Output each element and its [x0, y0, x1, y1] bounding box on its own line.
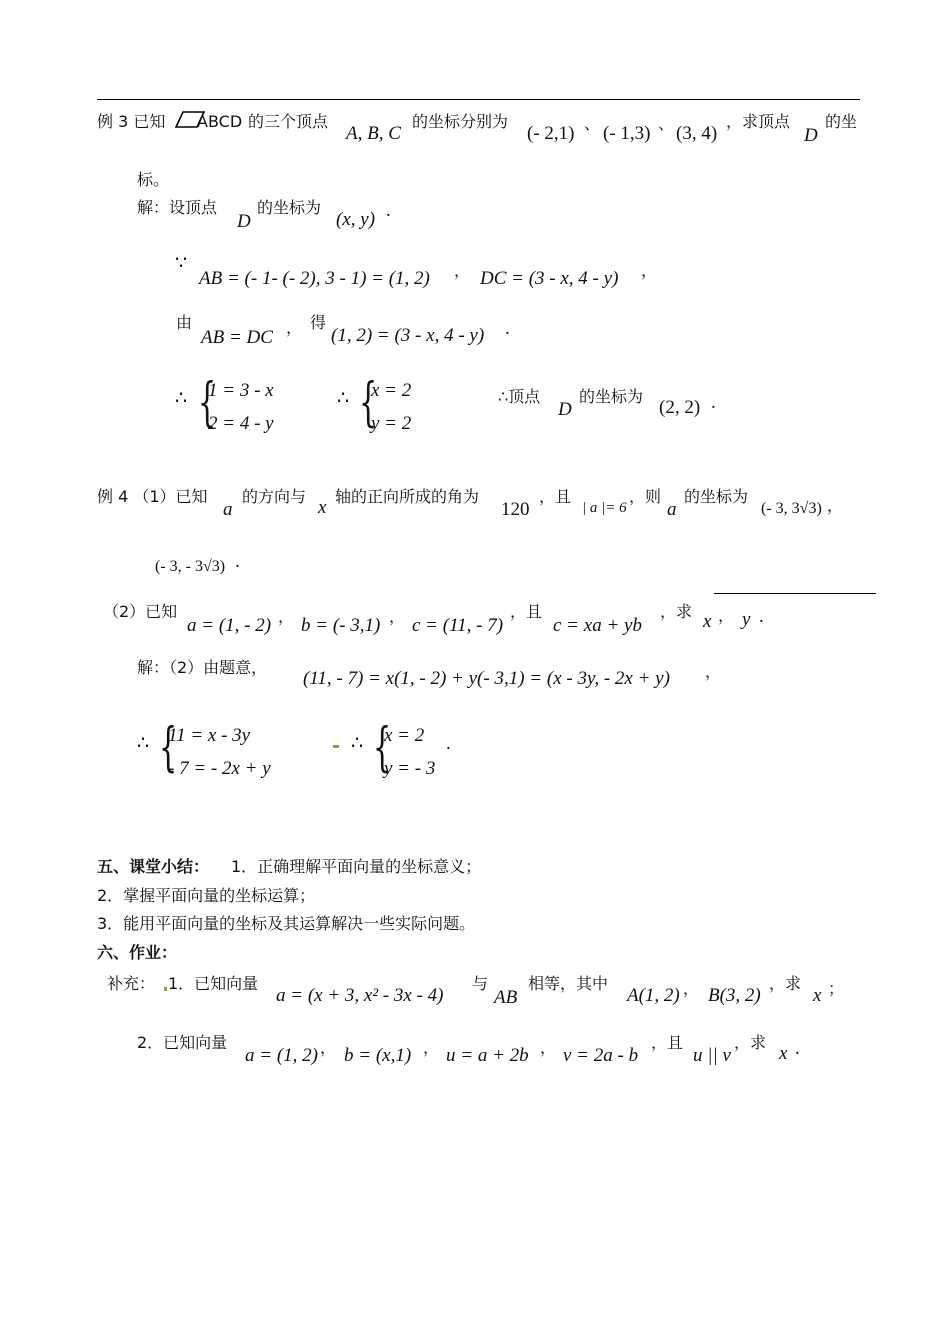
homework-q1-intro: 1．已知向量	[168, 974, 259, 993]
ex3-by: 由	[176, 313, 193, 332]
ex4-comma: ，	[827, 496, 844, 515]
top-rule	[97, 99, 860, 100]
ex3-ab-equation: AB = (- 1- (- 2), 3 - 1) = (1, 2)	[199, 268, 430, 289]
ex4-part-2-label: （2）已知	[103, 602, 178, 621]
ex4-text-and: ，且	[539, 487, 572, 506]
ex3-solution-intro: 解：设顶点	[137, 198, 218, 217]
ex4-coord-2-end: .	[235, 551, 240, 572]
homework-q2-comma-2: ，	[423, 1038, 440, 1057]
ex4-therefore-2: ∴	[351, 733, 364, 754]
homework-q1-vector: a = (x + 3, x² - 3x - 4)	[276, 985, 444, 1006]
ex4-margin-mark	[333, 745, 339, 748]
homework-q2-x: x	[779, 1043, 788, 1064]
ex3-comma-1: ，	[454, 261, 471, 280]
ex3-text-coord-of-2: 标。	[137, 170, 170, 189]
ex3-system-1-line-b: 2 = 4 - y	[208, 413, 274, 434]
ex3-sep-1: 、	[584, 114, 601, 133]
ex4-system-brace-2: {	[373, 718, 392, 778]
therefore-2: ∴	[337, 388, 350, 409]
homework-q1-comma: ，	[683, 979, 700, 998]
homework-q1-equal: 相等，其中	[528, 974, 609, 993]
homework-q1-end: ；	[828, 979, 845, 998]
ex3-result-text: ∴顶点	[498, 387, 541, 406]
ex4-comma-5: ，	[718, 606, 735, 625]
example-4-label: 例 4 （1）已知	[97, 487, 208, 506]
ex3-equation-2: (1, 2) = (3 - x, 4 - y)	[331, 325, 485, 346]
ex3-system-2-line-b: y = 2	[371, 413, 412, 434]
ex3-dc-equation: DC = (3 - x, 4 - y)	[480, 268, 619, 289]
ex3-solution-text: 的坐标为	[257, 198, 322, 217]
ex4-therefore-1: ∴	[137, 733, 150, 754]
ex4-part-2-end: .	[759, 606, 764, 627]
homework-margin-mark	[164, 987, 167, 991]
homework-q2-and: ，且	[651, 1033, 684, 1052]
ex4-comma-and: ，且	[510, 602, 543, 621]
ex4-text-direction: 的方向与	[242, 487, 307, 506]
homework-q1-with: 与	[472, 974, 489, 993]
ex3-ab-eq-dc: AB = DC	[201, 327, 273, 348]
homework-q1-x: x	[813, 985, 822, 1006]
summary-item-3: 3．能用平面向量的坐标及其运算解决一些实际问题。	[97, 914, 476, 933]
ex3-get: 得	[310, 313, 327, 332]
ex4-solution-equation: (11, - 7) = x(1, - 2) + y(- 3,1) = (x - 3y, - 2x + y)	[303, 668, 670, 689]
ex4-angle-value: 120	[501, 499, 530, 520]
homework-q2-comma-1: ，	[320, 1038, 337, 1057]
ex4-system-2-line-b: y = - 3	[384, 758, 436, 779]
ex4-text-angle: 轴的正向所成的角为	[335, 487, 480, 506]
ex4-norm: | a |= 6	[582, 500, 627, 516]
summary-item-1: 1．正确理解平面向量的坐标意义；	[231, 857, 482, 876]
ex4-system-1-line-a: 11 = x - 3y	[168, 725, 251, 746]
ex3-coord-a: (- 2,1)	[527, 123, 575, 144]
homework-q2-parallel: u || v	[693, 1045, 731, 1066]
ex4-linear-combo: c = xa + yb	[553, 615, 642, 636]
ex3-solution-xy: (x, y)	[336, 209, 376, 230]
ex4-vector-a-def: a = (1, - 2)	[187, 615, 272, 636]
ex3-text-find: ，求顶点	[726, 112, 791, 131]
because-symbol: ∵	[175, 253, 188, 274]
homework-q2-end: .	[795, 1038, 800, 1059]
ex3-comma-3: ，	[286, 318, 303, 337]
ex4-unknown-y: y	[742, 609, 751, 630]
summary-item-2: 2．掌握平面向量的坐标运算；	[97, 886, 316, 905]
answer-blank-line	[714, 593, 876, 594]
ex3-text-vertices: 的三个顶点	[248, 112, 329, 131]
ex4-coord-2: (- 3, - 3√3)	[155, 558, 226, 575]
ex4-system-2-line-a: x = 2	[384, 725, 425, 746]
parallelogram-name: ABCD	[197, 112, 243, 131]
ex4-comma-1: ，	[278, 607, 295, 626]
ex3-sep-2: 、	[658, 114, 675, 133]
homework-q1-find: ，求	[769, 974, 802, 993]
ex3-equation-2-end: .	[505, 318, 510, 339]
ex3-coord-b: (- 1,3)	[603, 123, 651, 144]
ex3-result-label: 的坐标为	[579, 387, 644, 406]
homework-q2-vector-a: a = (1, 2)	[245, 1045, 318, 1066]
ex4-solution-comma: ，	[705, 662, 722, 681]
ex4-system-brace-1: {	[159, 718, 178, 778]
ex4-text-then: ，则	[629, 487, 662, 506]
homework-q2-vector-u: u = a + 2b	[446, 1045, 529, 1066]
homework-q2-intro: 2．已知向量	[137, 1033, 228, 1052]
homework-q2-vector-b: b = (x,1)	[344, 1045, 412, 1066]
ex3-system-2-line-a: x = 2	[371, 380, 412, 401]
ex4-coord-1: (- 3, 3√3)	[761, 500, 822, 517]
ex3-text-coord-of: 的坐	[825, 112, 858, 131]
therefore-1: ∴	[175, 388, 188, 409]
ex4-unknown-x: x	[703, 611, 712, 632]
ex3-result-d: D	[558, 399, 572, 420]
system-brace-1: {	[198, 373, 217, 433]
ex4-x-axis: x	[318, 497, 327, 518]
ex3-system-1-line-a: 1 = 3 - x	[208, 380, 274, 401]
ex4-vector-b-def: b = (- 3,1)	[301, 615, 381, 636]
system-brace-2: {	[359, 373, 378, 433]
ex4-comma-2: ，	[389, 607, 406, 626]
ex3-comma-2: ，	[641, 261, 658, 280]
homework-q2-find: ，求	[734, 1033, 767, 1052]
ex4-vector-c-def: c = (11, - 7)	[412, 615, 504, 636]
homework-q1-ab: AB	[494, 987, 518, 1008]
ex4-text-coords: 的坐标为	[684, 487, 749, 506]
ex4-find: ，求	[660, 602, 693, 621]
ex3-solution-end: .	[386, 200, 391, 221]
ex3-result-value: (2, 2)	[659, 397, 701, 418]
summary-heading: 五、课堂小结：	[97, 857, 210, 876]
ex3-solution-d: D	[237, 211, 251, 232]
ex4-solution-intro: 解：（2）由题意，	[137, 658, 268, 677]
ex3-points: A, B, C	[346, 123, 401, 144]
ex4-vector-a: a	[223, 499, 233, 520]
homework-q2-vector-v: v = 2a - b	[563, 1045, 639, 1066]
ex3-text-coords: 的坐标分别为	[412, 112, 509, 131]
ex3-coord-c: (3, 4)	[676, 123, 718, 144]
homework-heading: 六、作业：	[97, 943, 178, 962]
homework-q1-point-b: B(3, 2)	[708, 985, 761, 1006]
ex3-point-d: D	[804, 125, 818, 146]
ex3-result-end: .	[711, 392, 716, 413]
homework-q1-point-a: A(1, 2)	[627, 985, 680, 1006]
ex4-vector-a-2: a	[667, 499, 677, 520]
ex4-system-1-line-b: - 7 = - 2x + y	[168, 758, 271, 779]
ex4-system-end: .	[446, 733, 451, 754]
example-3-label: 例 3 已知	[97, 112, 166, 131]
homework-q2-comma-3: ，	[540, 1038, 557, 1057]
homework-prefix: 补充：	[107, 974, 156, 993]
